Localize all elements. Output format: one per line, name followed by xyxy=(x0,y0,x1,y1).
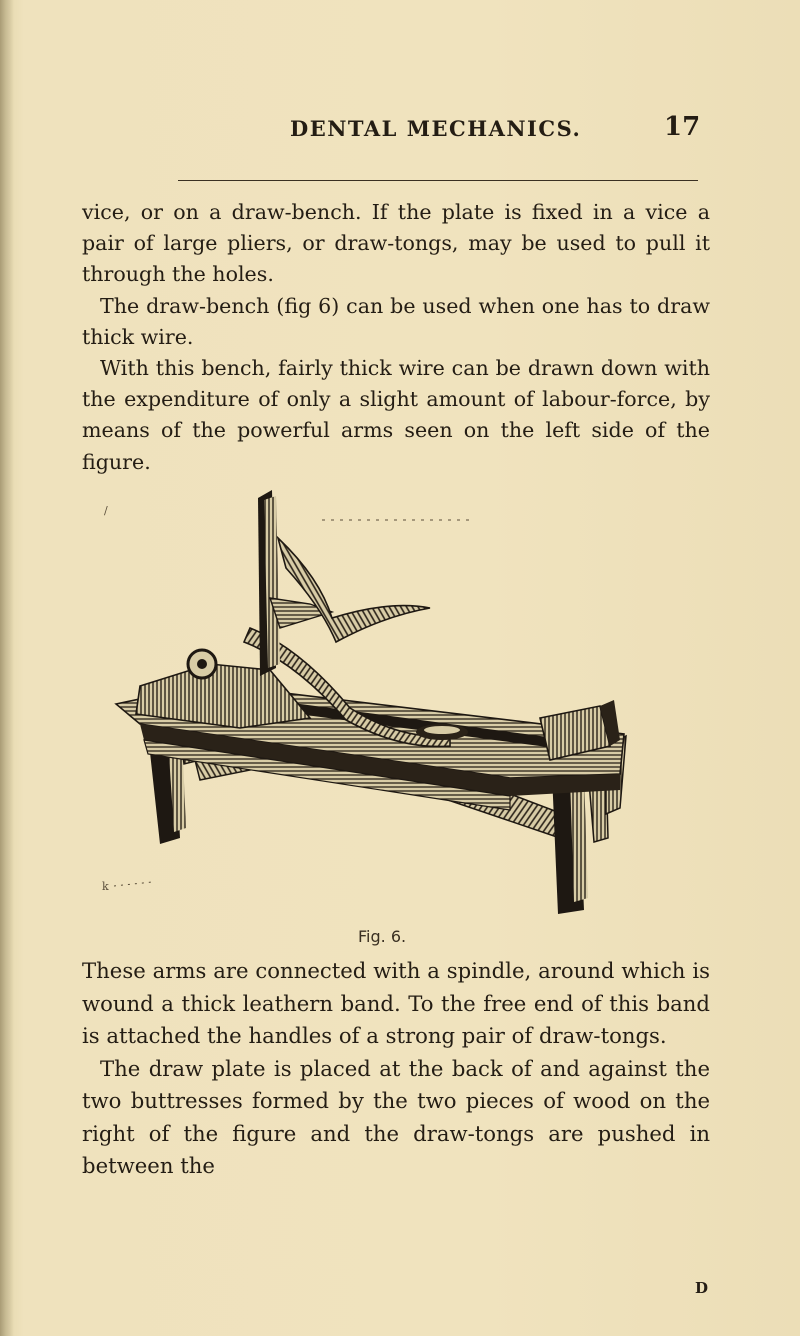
paragraph: The draw-bench (fig 6) can be used when one has to draw thick wire. xyxy=(82,293,710,349)
figure-caption: Fig. 6. xyxy=(358,927,407,946)
text-block-top xyxy=(82,197,710,478)
figure-draw-bench xyxy=(100,478,640,920)
svg-text:/: / xyxy=(104,504,108,517)
page-binding-edge xyxy=(0,0,14,1336)
page-header xyxy=(0,112,800,152)
paragraph: vice, or on a draw-bench. If the plate is fixed in a vice a pair of large pliers, or draw-tongs, may be used to pull it through the holes. xyxy=(82,200,710,287)
signature-mark: D xyxy=(695,1279,709,1297)
header-rule xyxy=(178,180,698,181)
svg-text:k: k xyxy=(102,880,109,893)
running-title: DENTAL MECHANICS. xyxy=(290,116,582,141)
text-block-bottom xyxy=(82,955,710,1183)
paragraph: These arms are connected with a spindle, around which is wound a thick leathern band. To the free end of this band is attached the handles of a strong pair of draw-tongs. xyxy=(82,958,710,1048)
paragraph: The draw plate is placed at the back of and against the two buttresses formed by the two pieces of wood on the right of the figure and the draw-tongs are pushed in between the xyxy=(82,1055,710,1178)
draw-bench-illustration xyxy=(100,478,640,920)
page-number: 17 xyxy=(664,112,701,142)
paragraph: With this bench, fairly thick wire can be drawn down with the expenditure of only a slight amount of labour-force, by means of the powerful arms seen on the left side of the figure. xyxy=(82,356,710,474)
